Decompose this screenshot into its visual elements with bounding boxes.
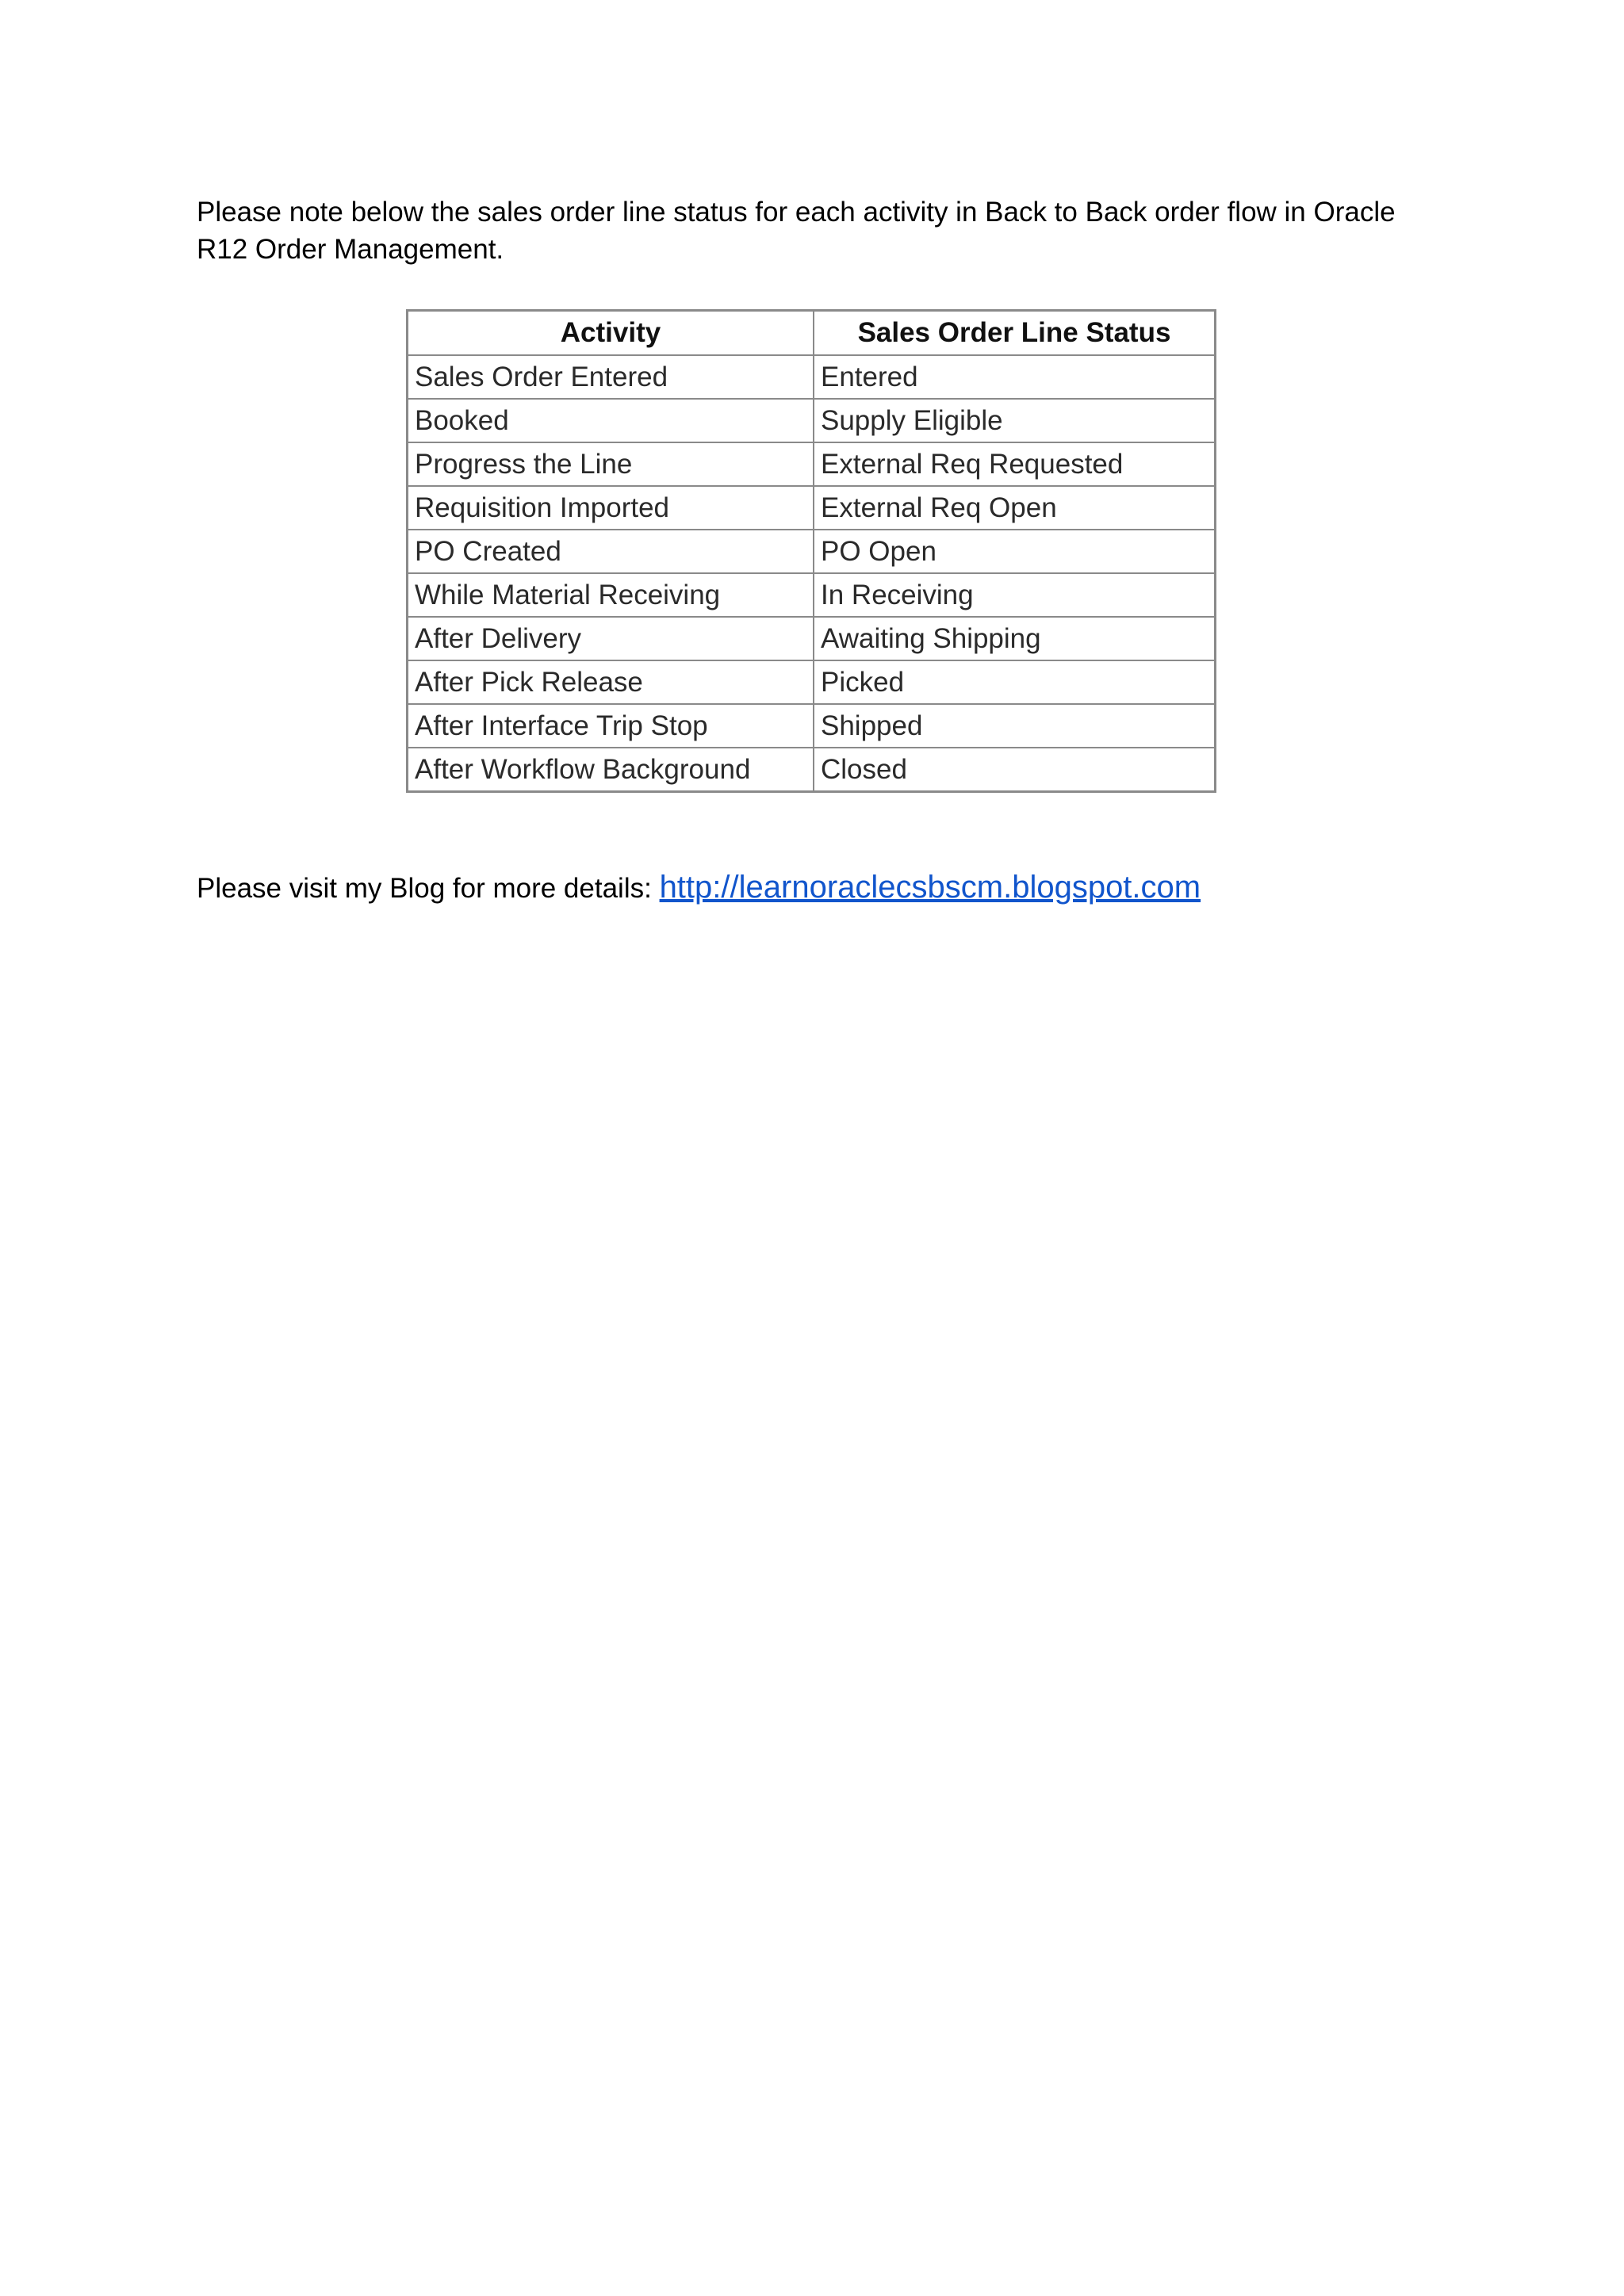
cell-activity: After Delivery bbox=[408, 617, 814, 660]
table-row bbox=[408, 486, 1216, 530]
table-row bbox=[408, 617, 1216, 660]
cell-status: External Req Requested bbox=[814, 442, 1216, 486]
cell-activity: After Pick Release bbox=[408, 660, 814, 704]
blog-footer-label: Please visit my Blog for more details: bbox=[197, 873, 660, 904]
table-row bbox=[408, 399, 1216, 442]
cell-activity: PO Created bbox=[408, 530, 814, 573]
status-table-figure bbox=[406, 309, 1218, 807]
cell-activity: After Interface Trip Stop bbox=[408, 704, 814, 748]
cell-activity: Sales Order Entered bbox=[408, 355, 814, 399]
table-row bbox=[408, 573, 1216, 617]
cell-status: Picked bbox=[814, 660, 1216, 704]
cell-activity: After Workflow Background bbox=[408, 748, 814, 792]
cell-status: Entered bbox=[814, 355, 1216, 399]
cell-status: In Receiving bbox=[814, 573, 1216, 617]
cell-activity: Booked bbox=[408, 399, 814, 442]
cell-status: Supply Eligible bbox=[814, 399, 1216, 442]
header-status: Sales Order Line Status bbox=[814, 311, 1216, 356]
intro-paragraph: Please note below the sales order line status for each activity in Back to Back order flow in Oracle R12 Order Management. bbox=[197, 197, 1396, 265]
header-activity: Activity bbox=[408, 311, 814, 356]
cell-status: Awaiting Shipping bbox=[814, 617, 1216, 660]
cell-status: Shipped bbox=[814, 704, 1216, 748]
cell-activity: While Material Receiving bbox=[408, 573, 814, 617]
cell-activity: Requisition Imported bbox=[408, 486, 814, 530]
blog-footer bbox=[197, 869, 1201, 907]
table-row bbox=[408, 355, 1216, 399]
status-table bbox=[406, 309, 1216, 793]
table-row bbox=[408, 704, 1216, 748]
table-row bbox=[408, 748, 1216, 792]
table-row bbox=[408, 660, 1216, 704]
table-row bbox=[408, 530, 1216, 573]
blog-link[interactable]: http://learnoraclecsbscm.blogspot.com bbox=[659, 870, 1201, 905]
cell-status: Closed bbox=[814, 748, 1216, 792]
cell-status: PO Open bbox=[814, 530, 1216, 573]
table-header-row bbox=[408, 311, 1216, 356]
cell-status: External Req Open bbox=[814, 486, 1216, 530]
cell-activity: Progress the Line bbox=[408, 442, 814, 486]
table-row bbox=[408, 442, 1216, 486]
